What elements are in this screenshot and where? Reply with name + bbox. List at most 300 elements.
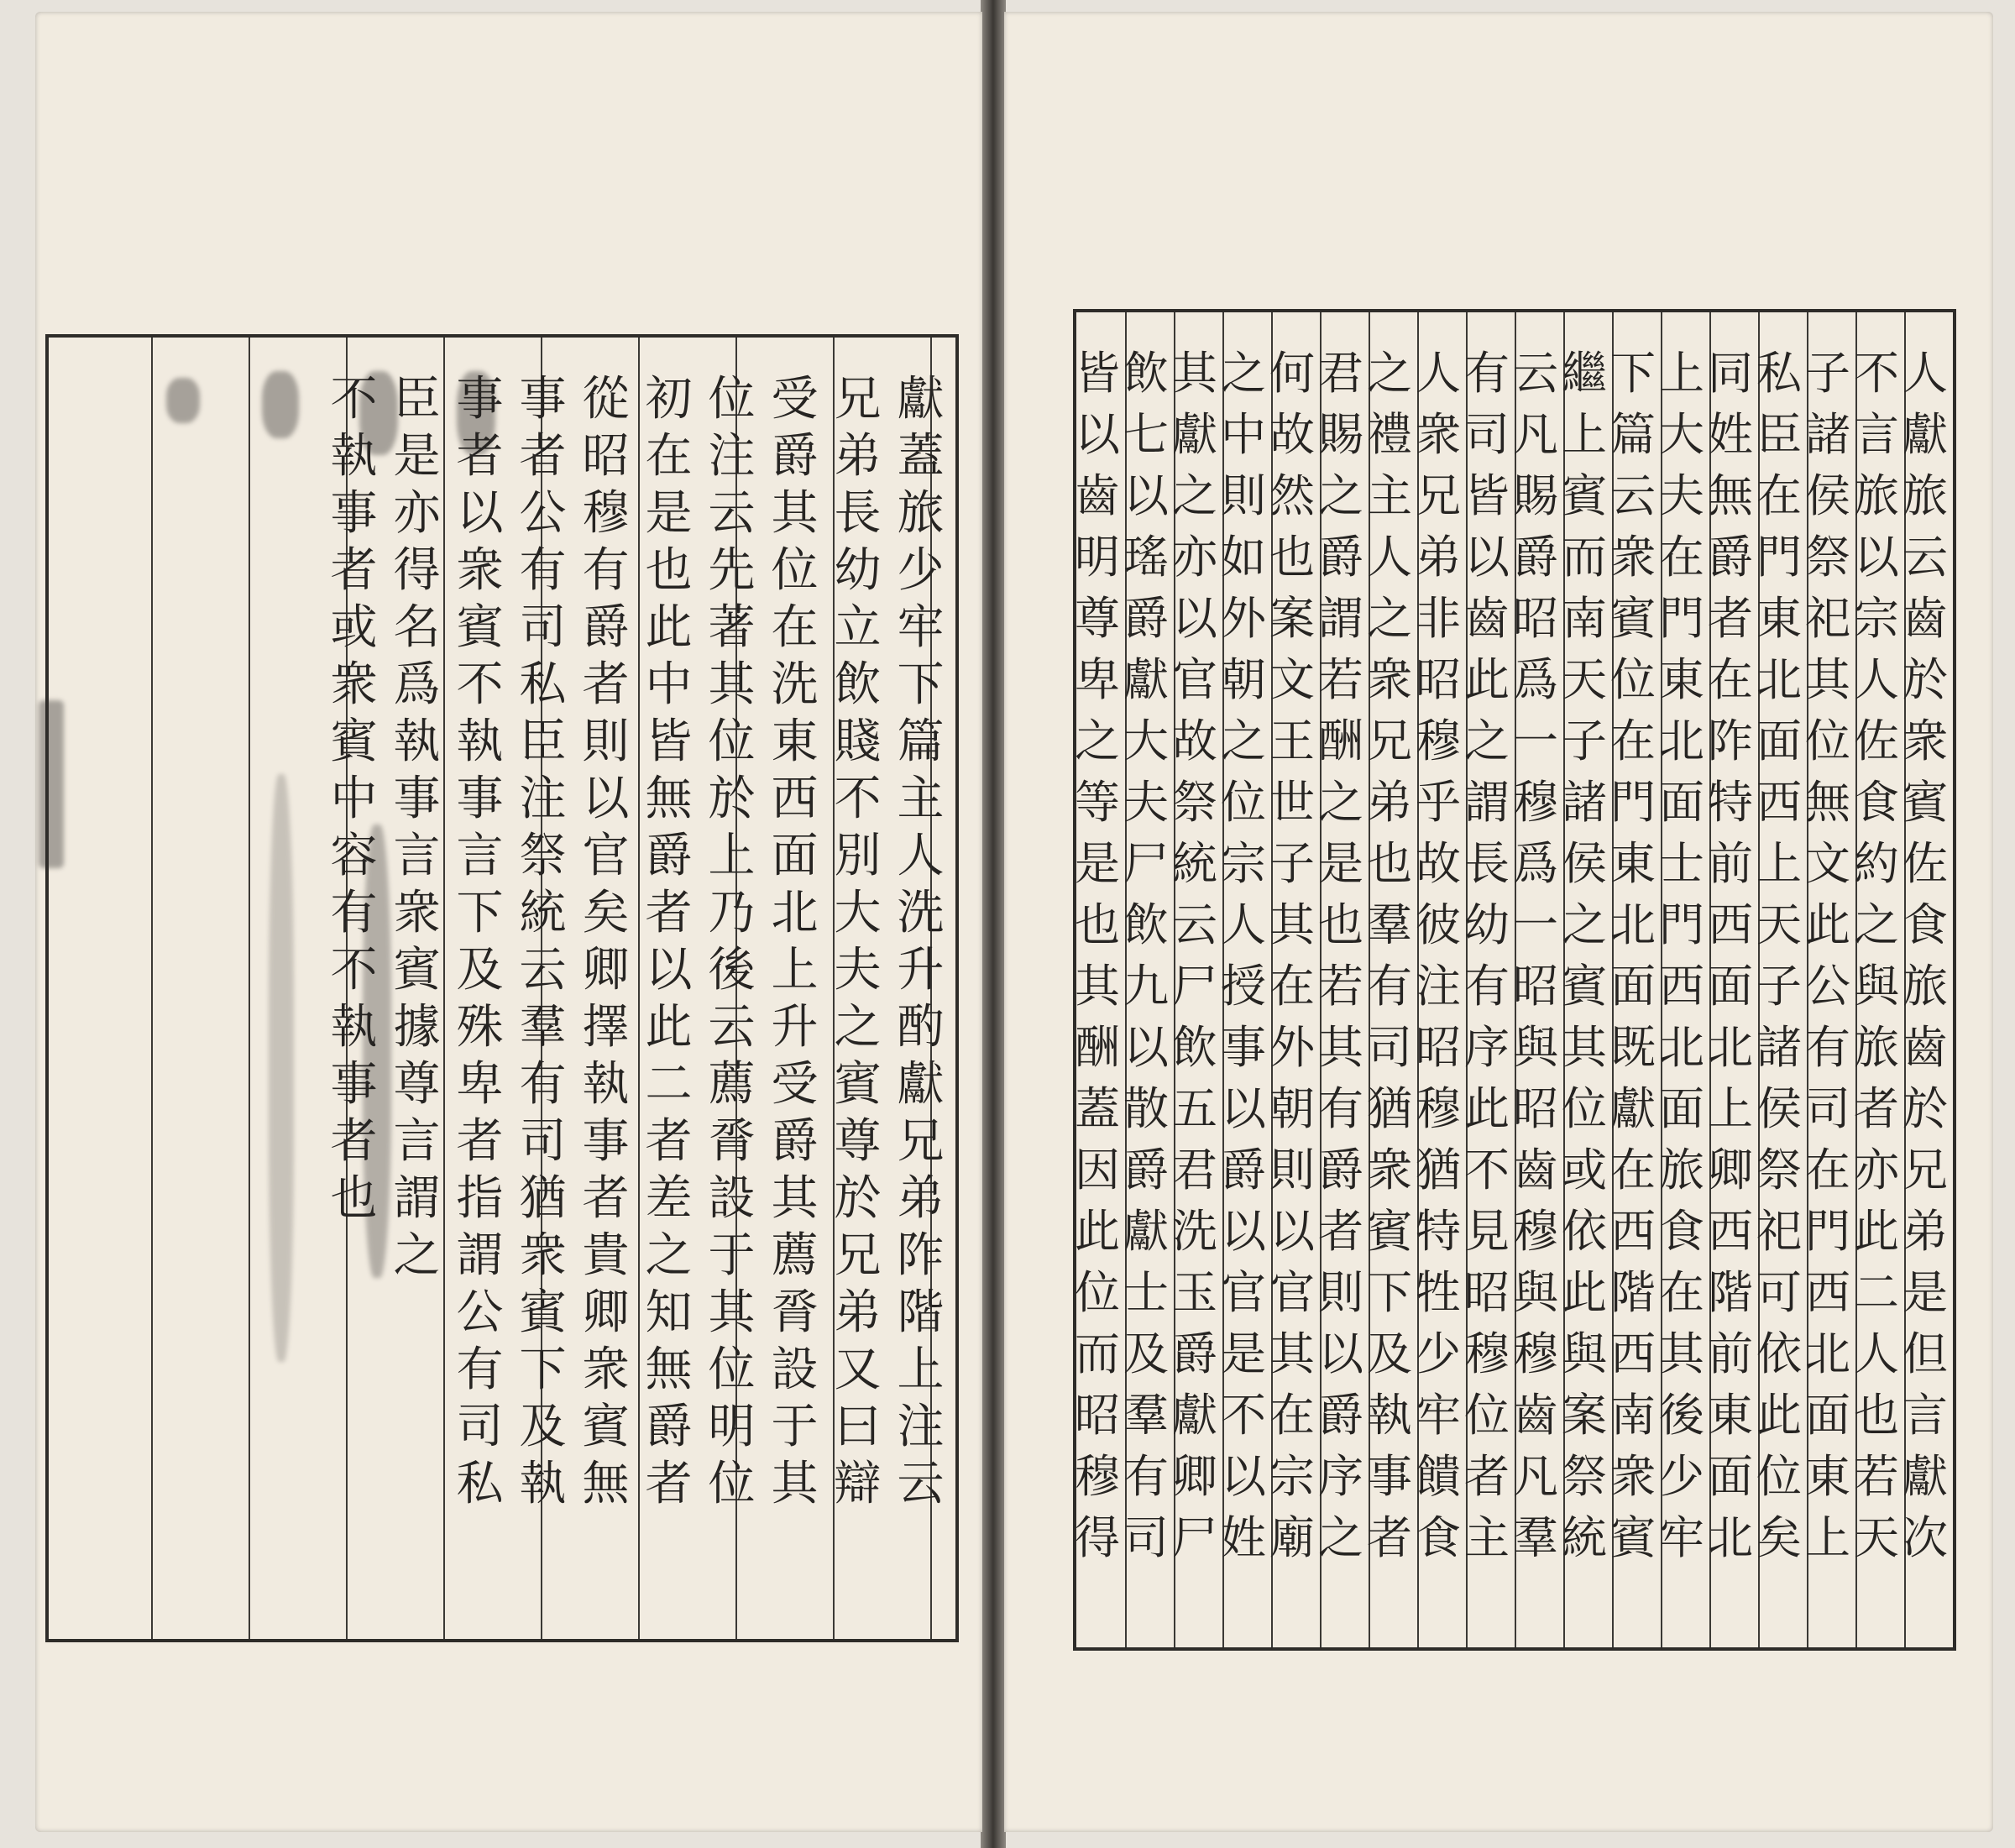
glyph: 之 [1221,347,1266,400]
glyph: 猶 [1367,1082,1412,1135]
glyph: 上 [708,829,756,883]
glyph: 之 [1318,1511,1363,1564]
glyph: 位 [708,715,756,769]
glyph: 散 [1123,1082,1169,1135]
glyph: 有 [1464,347,1510,400]
glyph: 阼 [897,1228,945,1283]
glyph: 外 [1221,592,1266,645]
glyph: 禮 [1367,408,1412,461]
glyph: 弟 [1367,776,1412,829]
text-column [1268,343,1316,1636]
glyph: 見 [1464,1205,1510,1258]
glyph: 東 [1805,1450,1850,1503]
glyph: 以 [1075,408,1120,461]
glyph: 於 [1902,653,1948,706]
glyph: 依 [1756,1327,1802,1380]
glyph: 皆 [1464,469,1510,522]
glyph: 但 [1902,1327,1948,1380]
glyph: 在 [771,600,819,655]
glyph: 尊 [393,1057,441,1112]
glyph: 穆 [1075,1450,1120,1503]
glyph: 旅 [1659,1144,1704,1196]
glyph: 此 [1464,1082,1510,1135]
glyph: 官 [1269,1266,1315,1319]
glyph: 若 [1854,1450,1899,1503]
glyph: 司 [456,1400,504,1454]
glyph: 於 [834,1171,882,1226]
glyph: 也 [1269,531,1315,584]
glyph: 人 [1902,347,1948,400]
glyph: 因 [1075,1144,1120,1196]
left-page [35,12,982,1832]
glyph: 者 [645,1114,693,1169]
glyph: 七 [1123,408,1169,461]
glyph: 食 [1902,898,1948,951]
glyph: 不 [330,943,378,997]
glyph: 少 [1416,1327,1461,1380]
glyph: 而 [1562,531,1607,584]
glyph: 序 [1318,1450,1363,1503]
glyph: 面 [1708,1450,1753,1503]
text-column [1316,343,1365,1636]
glyph: 其 [1318,1021,1363,1074]
glyph: 有 [1318,1082,1363,1135]
glyph: 與 [1562,1327,1607,1380]
glyph: 不 [834,772,882,826]
glyph: 卑 [1075,653,1120,706]
glyph: 獻 [1902,1450,1948,1503]
glyph: 臣 [393,372,441,427]
glyph: 云 [1902,531,1948,584]
text-column [448,371,511,1631]
glyph: 穆 [1513,1205,1558,1258]
glyph: 人 [1367,531,1412,584]
glyph: 衆 [1610,1450,1656,1503]
glyph: 少 [1659,1450,1704,1503]
glyph: 子 [1756,960,1802,1013]
glyph: 以 [1269,1205,1315,1258]
glyph: 其 [1805,653,1850,706]
glyph: 主 [1367,469,1412,522]
glyph: 飲 [834,657,882,712]
glyph: 昭 [1416,653,1461,706]
glyph: 少 [897,543,945,598]
glyph: 事 [456,772,504,826]
glyph: 執 [330,1000,378,1055]
glyph: 卿 [582,943,630,997]
glyph: 之 [1562,898,1607,951]
glyph: 飲 [1172,1021,1217,1074]
glyph: 祀 [1805,592,1850,645]
glyph: 注 [708,429,756,484]
glyph: 二 [1854,1266,1899,1319]
glyph: 兄 [834,1228,882,1283]
glyph: 穆 [1464,1327,1510,1380]
glyph: 執 [456,715,504,769]
glyph: 幼 [1464,898,1510,951]
glyph: 人 [1221,898,1266,951]
glyph: 乃 [708,886,756,940]
glyph: 無 [645,1343,693,1397]
glyph: 其 [1269,1327,1315,1380]
glyph: 司 [519,1114,567,1169]
glyph: 前 [1708,1327,1753,1380]
glyph: 此 [645,600,693,655]
glyph: 此 [1562,1266,1607,1319]
glyph: 其 [771,486,819,541]
glyph: 以 [1123,1021,1169,1074]
glyph: 差 [645,1171,693,1226]
glyph: 衆 [1902,715,1948,767]
glyph: 卿 [1708,1144,1753,1196]
glyph: 五 [1172,1082,1217,1135]
glyph: 設 [771,1343,819,1397]
book-gutter [981,0,1006,1848]
glyph: 佐 [1854,715,1899,767]
glyph: 上 [1756,837,1802,890]
glyph: 賓 [393,943,441,997]
text-column [1852,343,1901,1636]
glyph: 以 [1464,531,1510,584]
glyph: 旅 [1854,469,1899,522]
glyph: 阼 [1708,715,1753,767]
glyph: 昭 [1416,1021,1461,1074]
glyph: 如 [1221,531,1266,584]
glyph: 爵 [771,429,819,484]
text-column [889,371,952,1631]
glyph: 之 [393,1228,441,1283]
glyph: 昭 [1075,1389,1120,1442]
text-column [826,371,889,1631]
glyph: 之 [645,1228,693,1283]
glyph: 北 [1708,1511,1753,1564]
glyph: 者 [519,429,567,484]
glyph: 飲 [1123,898,1169,951]
glyph: 君 [1318,347,1363,400]
glyph: 執 [582,1057,630,1112]
glyph: 升 [897,943,945,997]
glyph: 子 [1269,837,1315,890]
glyph: 洗 [771,657,819,712]
glyph: 衆 [519,1228,567,1283]
glyph: 北 [1708,1021,1753,1074]
glyph: 明 [1075,531,1120,584]
glyph: 升 [771,1000,819,1055]
glyph: 在 [1659,1266,1704,1319]
glyph: 其 [1562,1021,1607,1074]
glyph: 弟 [834,1285,882,1340]
glyph: 齒 [1513,1144,1558,1196]
glyph: 兄 [1902,1144,1948,1196]
glyph: 及 [519,1400,567,1454]
glyph: 猶 [1416,1144,1461,1196]
glyph: 位 [1562,1082,1607,1135]
glyph: 饋 [1416,1450,1461,1503]
glyph: 云 [1172,898,1217,951]
glyph: 中 [330,772,378,826]
glyph: 兄 [897,1114,945,1169]
glyph: 者 [582,657,630,712]
glyph: 昭 [1513,592,1558,645]
glyph: 賓 [330,715,378,769]
glyph: 穆 [1513,776,1558,829]
glyph: 爵 [1123,592,1169,645]
glyph: 祭 [1562,1450,1607,1503]
glyph: 王 [1269,715,1315,767]
glyph: 其 [1172,347,1217,400]
glyph: 私 [519,657,567,712]
glyph: 上 [1562,408,1607,461]
glyph: 西 [1756,776,1802,829]
glyph: 宗 [1221,837,1266,890]
glyph: 及 [1123,1327,1169,1380]
glyph: 天 [1756,898,1802,951]
glyph: 旅 [1902,960,1948,1013]
glyph: 獻 [1172,408,1217,461]
glyph: 公 [519,486,567,541]
glyph: 爲 [393,657,441,712]
glyph: 則 [1269,1144,1315,1196]
glyph: 私 [1756,347,1802,400]
glyph: 南 [1610,1389,1656,1442]
glyph: 又 [834,1343,882,1397]
text-column [1511,343,1560,1636]
glyph: 亦 [1854,1144,1899,1196]
glyph: 世 [1269,776,1315,829]
glyph: 君 [1172,1144,1217,1196]
glyph: 天 [1854,1511,1899,1564]
glyph: 以 [1221,1082,1266,1135]
glyph: 位 [771,543,819,598]
glyph: 者 [1854,1082,1899,1135]
glyph: 西 [1610,1327,1656,1380]
glyph: 特 [1708,776,1753,829]
glyph: 士 [1659,837,1704,890]
glyph: 彼 [1416,898,1461,951]
glyph: 之 [1221,715,1266,767]
glyph: 賓 [582,1400,630,1454]
glyph: 北 [1756,653,1802,706]
glyph: 尊 [834,1114,882,1169]
glyph: 執 [519,1457,567,1511]
glyph: 大 [1123,715,1169,767]
glyph: 面 [1805,1389,1850,1442]
glyph: 無 [582,1457,630,1511]
text-column [574,371,637,1631]
glyph: 凡 [1513,1450,1558,1503]
glyph: 者 [645,1457,693,1511]
glyph: 有 [1805,1021,1850,1074]
glyph: 大 [1659,408,1704,461]
glyph: 有 [456,1343,504,1397]
glyph: 卑 [456,1057,504,1112]
glyph: 姓 [1708,408,1753,461]
faded-column [133,338,230,1639]
glyph: 穆 [1416,1082,1461,1135]
glyph: 南 [1562,592,1607,645]
glyph: 弟 [1416,531,1461,584]
glyph: 昭 [582,429,630,484]
glyph: 爵 [582,600,630,655]
glyph: 祭 [1172,776,1217,829]
glyph: 穆 [1416,715,1461,767]
left-page-frame [45,334,959,1642]
glyph: 殊 [456,1000,504,1055]
glyph: 尸 [1172,1511,1217,1564]
glyph: 先 [708,543,756,598]
glyph: 面 [1610,960,1656,1013]
glyph: 食 [1416,1511,1461,1564]
glyph: 事 [1221,1021,1266,1074]
glyph: 篇 [1610,408,1656,461]
glyph: 也 [1318,898,1363,951]
glyph: 齒 [1902,1021,1948,1074]
glyph: 事 [393,772,441,826]
glyph: 爲 [1513,653,1558,706]
glyph: 司 [1805,1082,1850,1135]
glyph: 之 [1318,776,1363,829]
glyph: 云 [519,943,567,997]
glyph: 賓 [1610,592,1656,645]
glyph: 也 [330,1171,378,1226]
glyph: 辯 [834,1457,882,1511]
glyph: 上 [1805,1511,1850,1564]
glyph: 受 [771,372,819,427]
glyph: 以 [1221,1450,1266,1503]
glyph: 齒 [1902,592,1948,645]
text-column [1560,343,1609,1636]
glyph: 旅 [1902,469,1948,522]
glyph: 臣 [1756,408,1802,461]
glyph: 賓 [1902,776,1948,829]
glyph: 階 [1708,1266,1753,1319]
glyph: 初 [645,372,693,427]
glyph: 與 [1854,960,1899,1013]
glyph: 之 [1367,592,1412,645]
glyph: 後 [1659,1389,1704,1442]
text-column [1706,343,1755,1636]
glyph: 注 [897,1400,945,1454]
glyph: 容 [330,829,378,883]
glyph: 亦 [393,486,441,541]
glyph: 之 [834,1000,882,1055]
text-column [1365,343,1414,1636]
glyph: 西 [1708,898,1753,951]
glyph: 亦 [1172,531,1217,584]
glyph: 位 [1805,715,1850,767]
glyph: 西 [1659,960,1704,1013]
glyph: 矣 [582,886,630,940]
glyph: 獻 [1172,1389,1217,1442]
glyph: 而 [1075,1327,1120,1380]
glyph: 謂 [1318,592,1363,645]
text-column [1901,343,1950,1636]
glyph: 在 [1269,960,1315,1013]
glyph: 以 [1172,592,1217,645]
glyph: 司 [1367,1021,1412,1074]
glyph: 者 [1464,1450,1510,1503]
glyph: 凡 [1513,408,1558,461]
glyph: 面 [1659,1082,1704,1135]
glyph: 執 [1367,1389,1412,1442]
glyph: 及 [1367,1327,1412,1380]
glyph: 序 [1464,1021,1510,1074]
glyph: 何 [1269,347,1315,400]
glyph: 尸 [1172,960,1217,1013]
glyph: 次 [1902,1511,1948,1564]
glyph: 以 [456,486,504,541]
glyph: 有 [519,1057,567,1112]
glyph: 者 [456,429,504,484]
glyph: 是 [1221,1327,1266,1380]
glyph: 祭 [519,829,567,883]
text-column [700,371,763,1631]
glyph: 其 [1659,1327,1704,1380]
glyph: 幼 [834,543,882,598]
glyph: 獻 [1610,1082,1656,1135]
glyph: 二 [645,1057,693,1112]
glyph: 人 [897,829,945,883]
glyph: 於 [708,772,756,826]
glyph: 謂 [456,1228,504,1283]
glyph: 獻 [1123,653,1169,706]
glyph: 則 [1318,1266,1363,1319]
text-column [1755,343,1803,1636]
text-column [1170,343,1219,1636]
glyph: 門 [1610,776,1656,829]
glyph: 知 [645,1285,693,1340]
glyph: 然 [1269,469,1315,522]
glyph: 人 [1854,1327,1899,1380]
glyph: 其 [708,657,756,712]
glyph: 下 [897,657,945,712]
glyph: 案 [1562,1389,1607,1442]
glyph: 一 [1513,898,1558,951]
glyph: 言 [456,829,504,883]
glyph: 人 [1416,347,1461,400]
glyph: 其 [1075,960,1120,1013]
glyph: 賓 [1562,960,1607,1013]
glyph: 者 [582,1171,630,1226]
glyph: 在 [1659,531,1704,584]
glyph: 以 [645,943,693,997]
glyph: 此 [1464,653,1510,706]
glyph: 執 [393,715,441,769]
glyph: 在 [1269,1389,1315,1442]
glyph: 賜 [1318,408,1363,461]
glyph: 祭 [1756,1144,1802,1196]
glyph: 齒 [1464,592,1510,645]
glyph: 夫 [834,943,882,997]
glyph: 卿 [582,1285,630,1340]
glyph: 人 [1854,653,1899,706]
glyph: 北 [1659,1021,1704,1074]
glyph: 齒 [1075,469,1120,522]
glyph: 薦 [771,1228,819,1283]
glyph: 食 [1854,776,1899,829]
glyph: 此 [645,1000,693,1055]
glyph: 主 [1464,1511,1510,1564]
glyph: 穆 [582,486,630,541]
glyph: 之 [1464,715,1510,767]
glyph: 此 [1756,1389,1802,1442]
right-text-area [1073,343,1950,1636]
glyph: 夫 [1659,469,1704,522]
glyph: 言 [393,829,441,883]
glyph: 統 [1562,1511,1607,1564]
glyph: 乎 [1416,776,1461,829]
glyph: 爵 [1172,1327,1217,1380]
